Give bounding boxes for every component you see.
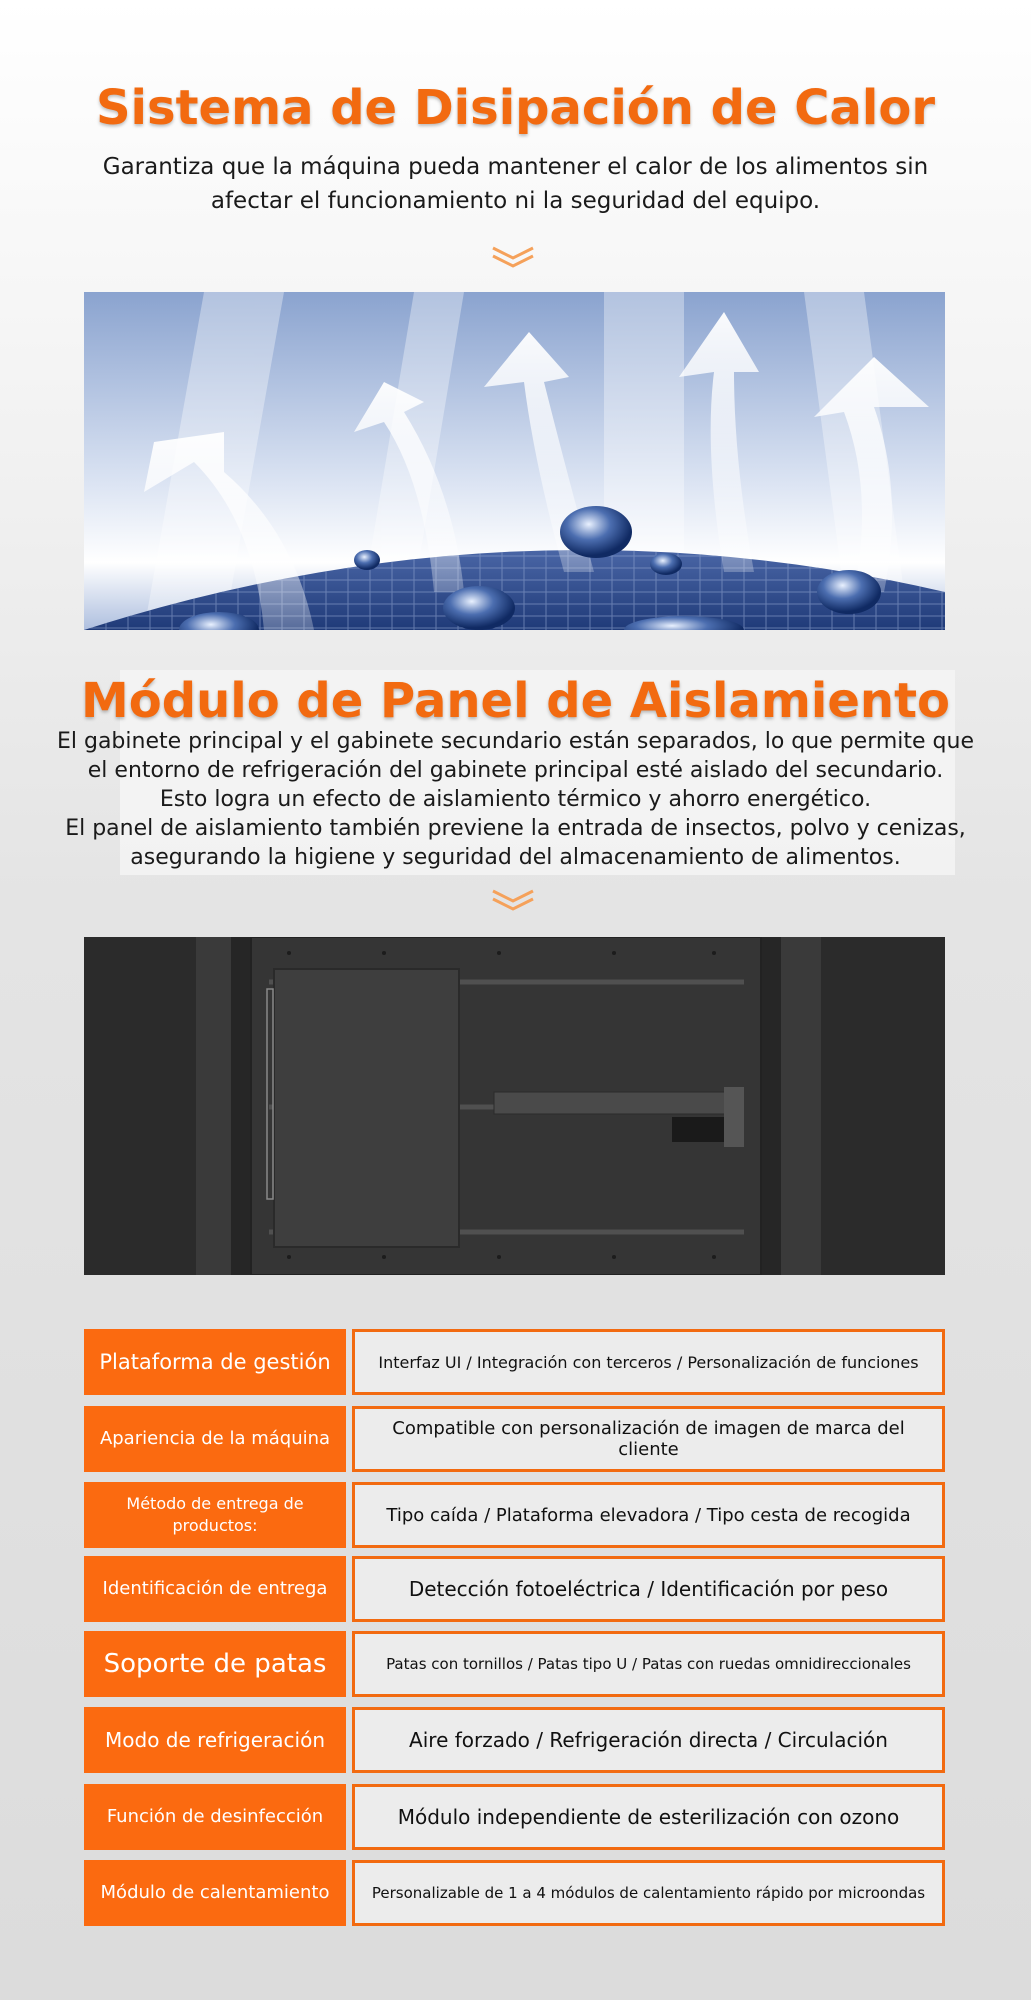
description-line: Esto logra un efecto de aislamiento térmico y ahorro energético. [159, 787, 872, 812]
spec-value: Interfaz UI / Integración con terceros / Personalización de funciones [352, 1329, 945, 1395]
spec-label: Soporte de patas [84, 1631, 346, 1697]
isolation-panel-title: Módulo de Panel de Aislamiento [81, 673, 950, 729]
spec-label: Apariencia de la máquina [84, 1406, 346, 1472]
heat-arrows-image [84, 292, 945, 630]
spec-row [84, 1631, 945, 1697]
spec-value: Módulo independiente de esterilización con ozono [352, 1784, 945, 1850]
spec-label: Modo de refrigeración [84, 1707, 346, 1773]
heat-dissipation-description [0, 150, 1031, 218]
description-line: El gabinete principal y el gabinete secundario están separados, lo que permite que [56, 729, 975, 754]
description-line: Garantiza que la máquina pueda mantener el calor de los alimentos sin [102, 154, 929, 180]
description-line: afectar el funcionamiento ni la seguridad del equipo. [210, 188, 821, 214]
spec-row [84, 1482, 945, 1548]
spec-label: Plataforma de gestión [84, 1329, 346, 1395]
heat-dissipation-title: Sistema de Disipación de Calor [95, 80, 935, 136]
spec-row [84, 1784, 945, 1850]
spec-value: Detección fotoeléctrica / Identificación por peso [352, 1556, 945, 1622]
spec-value: Personalizable de 1 a 4 módulos de calentamiento rápido por microondas [352, 1860, 945, 1926]
spec-row [84, 1707, 945, 1773]
isolation-panel-image [84, 937, 945, 1275]
description-line: El panel de aislamiento también previene la entrada de insectos, polvo y cenizas, [65, 816, 966, 841]
spec-label: Módulo de calentamiento [84, 1860, 346, 1926]
spec-row [84, 1329, 945, 1395]
spec-label: Método de entrega de productos: [84, 1482, 346, 1548]
spec-row [84, 1860, 945, 1926]
spec-row [84, 1556, 945, 1622]
spec-value: Tipo caída / Plataforma elevadora / Tipo cesta de recogida [352, 1482, 945, 1548]
spec-value: Compatible con personalización de imagen de marca del cliente [352, 1406, 945, 1472]
double-chevron-down-icon [491, 245, 535, 269]
double-chevron-down-icon [491, 888, 535, 912]
spec-value: Aire forzado / Refrigeración directa / Circulación [352, 1707, 945, 1773]
description-line: el entorno de refrigeración del gabinete principal esté aislado del secundario. [87, 758, 944, 783]
spec-label: Función de desinfección [84, 1784, 346, 1850]
spec-label: Identificación de entrega [84, 1556, 346, 1622]
spec-value: Patas con tornillos / Patas tipo U / Patas con ruedas omnidireccionales [352, 1631, 945, 1697]
description-line: asegurando la higiene y seguridad del almacenamiento de alimentos. [130, 845, 901, 870]
isolation-panel-description [0, 727, 1031, 872]
spec-row [84, 1406, 945, 1472]
